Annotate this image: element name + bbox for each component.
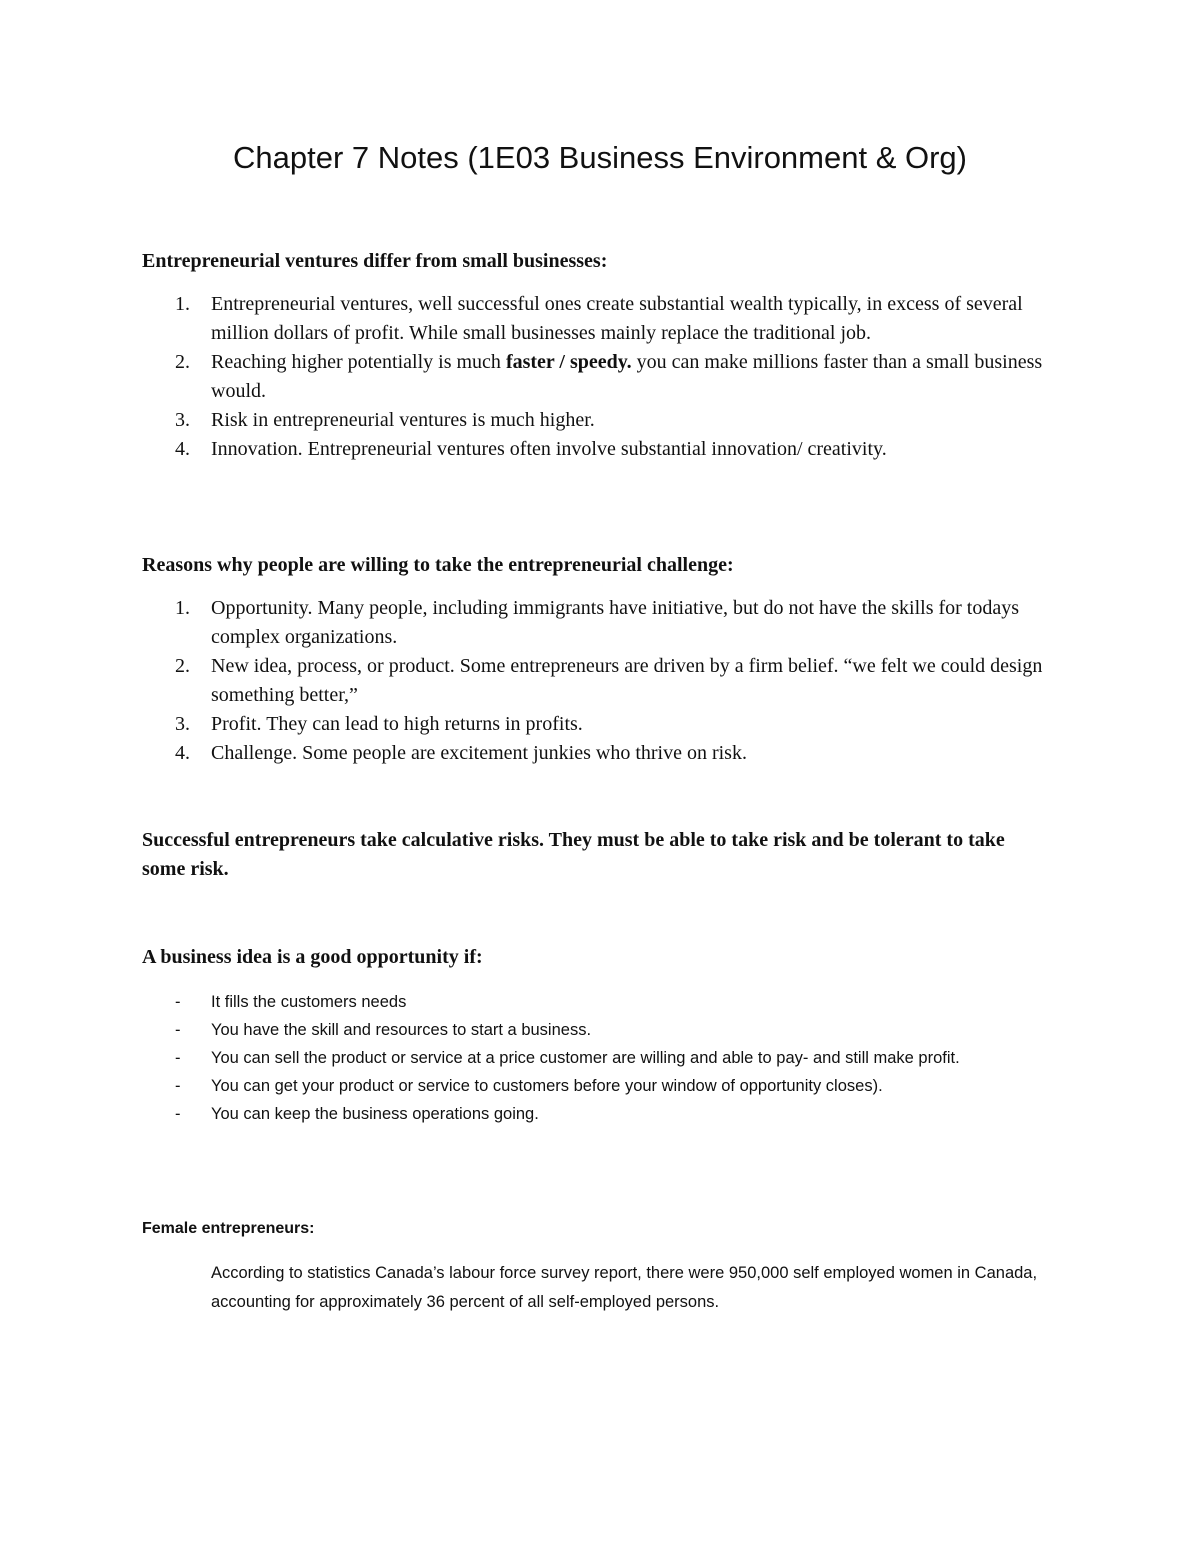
list-item-text: Risk in entrepreneurial ventures is much higher. — [211, 409, 595, 431]
list-item-text: You can keep the business operations going. — [211, 1105, 539, 1123]
opportunity-list — [142, 988, 1062, 1128]
list-item-text: You have the skill and resources to start a business. — [211, 1021, 592, 1039]
list-item-text: You can sell the product or service at a price customer are willing and able to pay- and still make profit. — [211, 1049, 960, 1067]
dash-bullet: - — [175, 1105, 181, 1123]
section-heading-opportunity: A business idea is a good opportunity if: — [142, 946, 483, 968]
list-item-text: It fills the customers needs — [211, 993, 407, 1011]
list-item-text-before: Reaching higher potentially is much — [211, 351, 506, 373]
list-item — [142, 435, 1062, 464]
list-item — [142, 406, 1062, 435]
female-entrepreneurs-paragraph: According to statistics Canada’s labour force survey report, there were 950,000 self employed women in Canada, accounting for approximately 36 percent of all self-employed persons. — [211, 1264, 1038, 1311]
list-item-text: You can get your product or service to customers before your window of opportunity closes). — [211, 1077, 883, 1095]
list-item-text: Innovation. Entrepreneurial ventures often involve substantial innovation/ creativity. — [211, 438, 887, 460]
list-number: 4. — [175, 438, 190, 460]
page-title: Chapter 7 Notes (1E03 Business Environment & Org) — [232, 140, 967, 175]
list-item — [142, 290, 1062, 348]
dash-bullet: - — [175, 1077, 181, 1095]
list-item-bold-text: faster / speedy. — [505, 351, 632, 373]
dash-bullet: - — [175, 993, 181, 1011]
dash-bullet: - — [175, 1049, 181, 1067]
list-item-text: Challenge. Some people are excitement junkies who thrive on risk. — [211, 742, 747, 764]
list-number: 2. — [175, 351, 190, 373]
list-item-text: Opportunity. Many people, including immigrants have initiative, but do not have the skills for todays complex organizations. — [211, 597, 1020, 648]
list-item — [142, 710, 1062, 739]
list-number: 1. — [175, 597, 190, 619]
list-number: 3. — [175, 713, 190, 735]
list-item — [142, 988, 1062, 1016]
list-item — [142, 594, 1062, 652]
section-heading-ventures: Entrepreneurial ventures differ from small businesses: — [142, 250, 608, 272]
list-item-text: Profit. They can lead to high returns in profits. — [211, 713, 583, 735]
list-item-text-after: you can make millions faster than a small business would. — [211, 351, 1043, 402]
risk-statement: Successful entrepreneurs take calculative risks. They must be able to take risk and be tolerant to take some risk. — [142, 829, 1005, 880]
list-item-text: Entrepreneurial ventures, well successful ones create substantial wealth typically, in excess of several million dollars of profit. While small businesses mainly replace the traditional job. — [211, 293, 1023, 344]
list-number: 2. — [175, 655, 190, 677]
list-number: 3. — [175, 409, 190, 431]
section-heading-reasons: Reasons why people are willing to take the entrepreneurial challenge: — [142, 554, 734, 576]
list-item — [142, 1100, 1062, 1128]
list-number: 1. — [175, 293, 190, 315]
list-item — [142, 1072, 1062, 1100]
list-item — [142, 652, 1062, 710]
list-item — [142, 1044, 1062, 1072]
dash-bullet: - — [175, 1021, 181, 1039]
ventures-list — [142, 290, 1062, 464]
list-item-text: New idea, process, or product. Some entrepreneurs are driven by a firm belief. “we felt we could design something better,” — [211, 655, 1043, 706]
list-number: 4. — [175, 742, 190, 764]
list-item — [142, 348, 1062, 406]
reasons-list — [142, 594, 1062, 768]
section-heading-female-entrepreneurs: Female entrepreneurs: — [142, 1220, 315, 1237]
list-item — [142, 739, 1062, 768]
list-item — [142, 1016, 1062, 1044]
